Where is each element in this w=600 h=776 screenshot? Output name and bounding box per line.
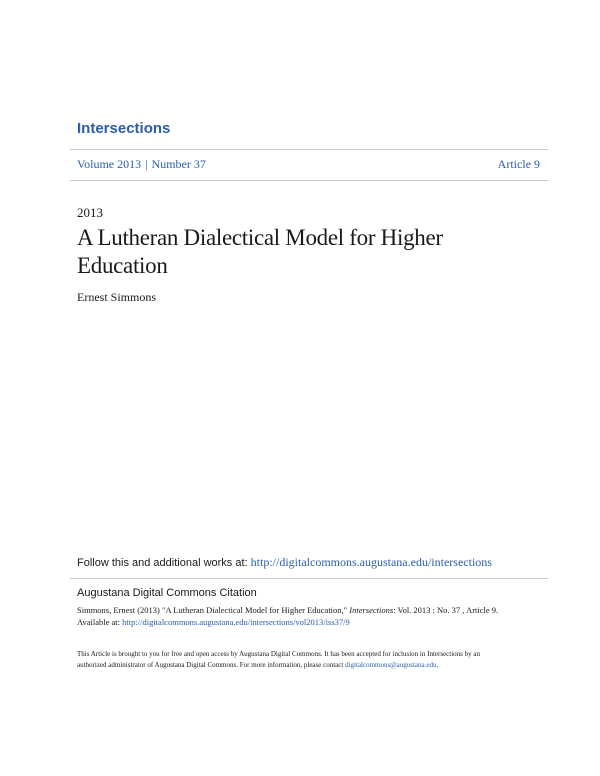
article-link[interactable]: Article 9 bbox=[497, 157, 540, 171]
available-label: Available at: bbox=[77, 617, 121, 627]
citation-source: Intersections bbox=[349, 605, 394, 615]
issue-line bbox=[77, 157, 540, 172]
follow-line bbox=[77, 555, 492, 570]
notice-text: This Article is brought to you for free and open access by Augustana Digital Commons. It has been accepted for inclusion in Intersections by an authorized administrator of Augustana Digital Commons. For more information, please contact bbox=[77, 650, 480, 669]
issue-separator: | bbox=[145, 157, 148, 171]
follow-link[interactable]: http://digitalcommons.augustana.edu/intersections bbox=[250, 555, 492, 569]
divider-citation bbox=[70, 578, 548, 579]
divider-top bbox=[70, 149, 548, 150]
contact-email-link[interactable]: digitalcommons@augustana.edu bbox=[345, 661, 437, 669]
citation-text bbox=[77, 604, 547, 628]
access-notice bbox=[77, 649, 497, 671]
volume-link[interactable]: Volume 2013 bbox=[77, 157, 142, 171]
number-link[interactable]: Number 37 bbox=[151, 157, 206, 171]
available-link[interactable]: http://digitalcommons.augustana.edu/intersections/vol2013/iss37/9 bbox=[122, 617, 350, 627]
publication-year: 2013 bbox=[77, 205, 103, 220]
journal-title[interactable]: Intersections bbox=[77, 120, 171, 137]
article-title: A Lutheran Dialectical Model for Higher Education bbox=[77, 225, 443, 278]
notice-end: . bbox=[436, 661, 439, 669]
citation-body: Simmons, Ernest (2013) "A Lutheran Dialectical Model for Higher Education," bbox=[77, 605, 348, 615]
author-name: Ernest Simmons bbox=[77, 290, 157, 304]
divider-bottom bbox=[70, 180, 548, 181]
citation-heading: Augustana Digital Commons Citation bbox=[77, 587, 257, 599]
citation-volume: : Vol. 2013 : No. 37 , Article 9. bbox=[393, 605, 499, 615]
follow-label: Follow this and additional works at: bbox=[77, 557, 248, 569]
